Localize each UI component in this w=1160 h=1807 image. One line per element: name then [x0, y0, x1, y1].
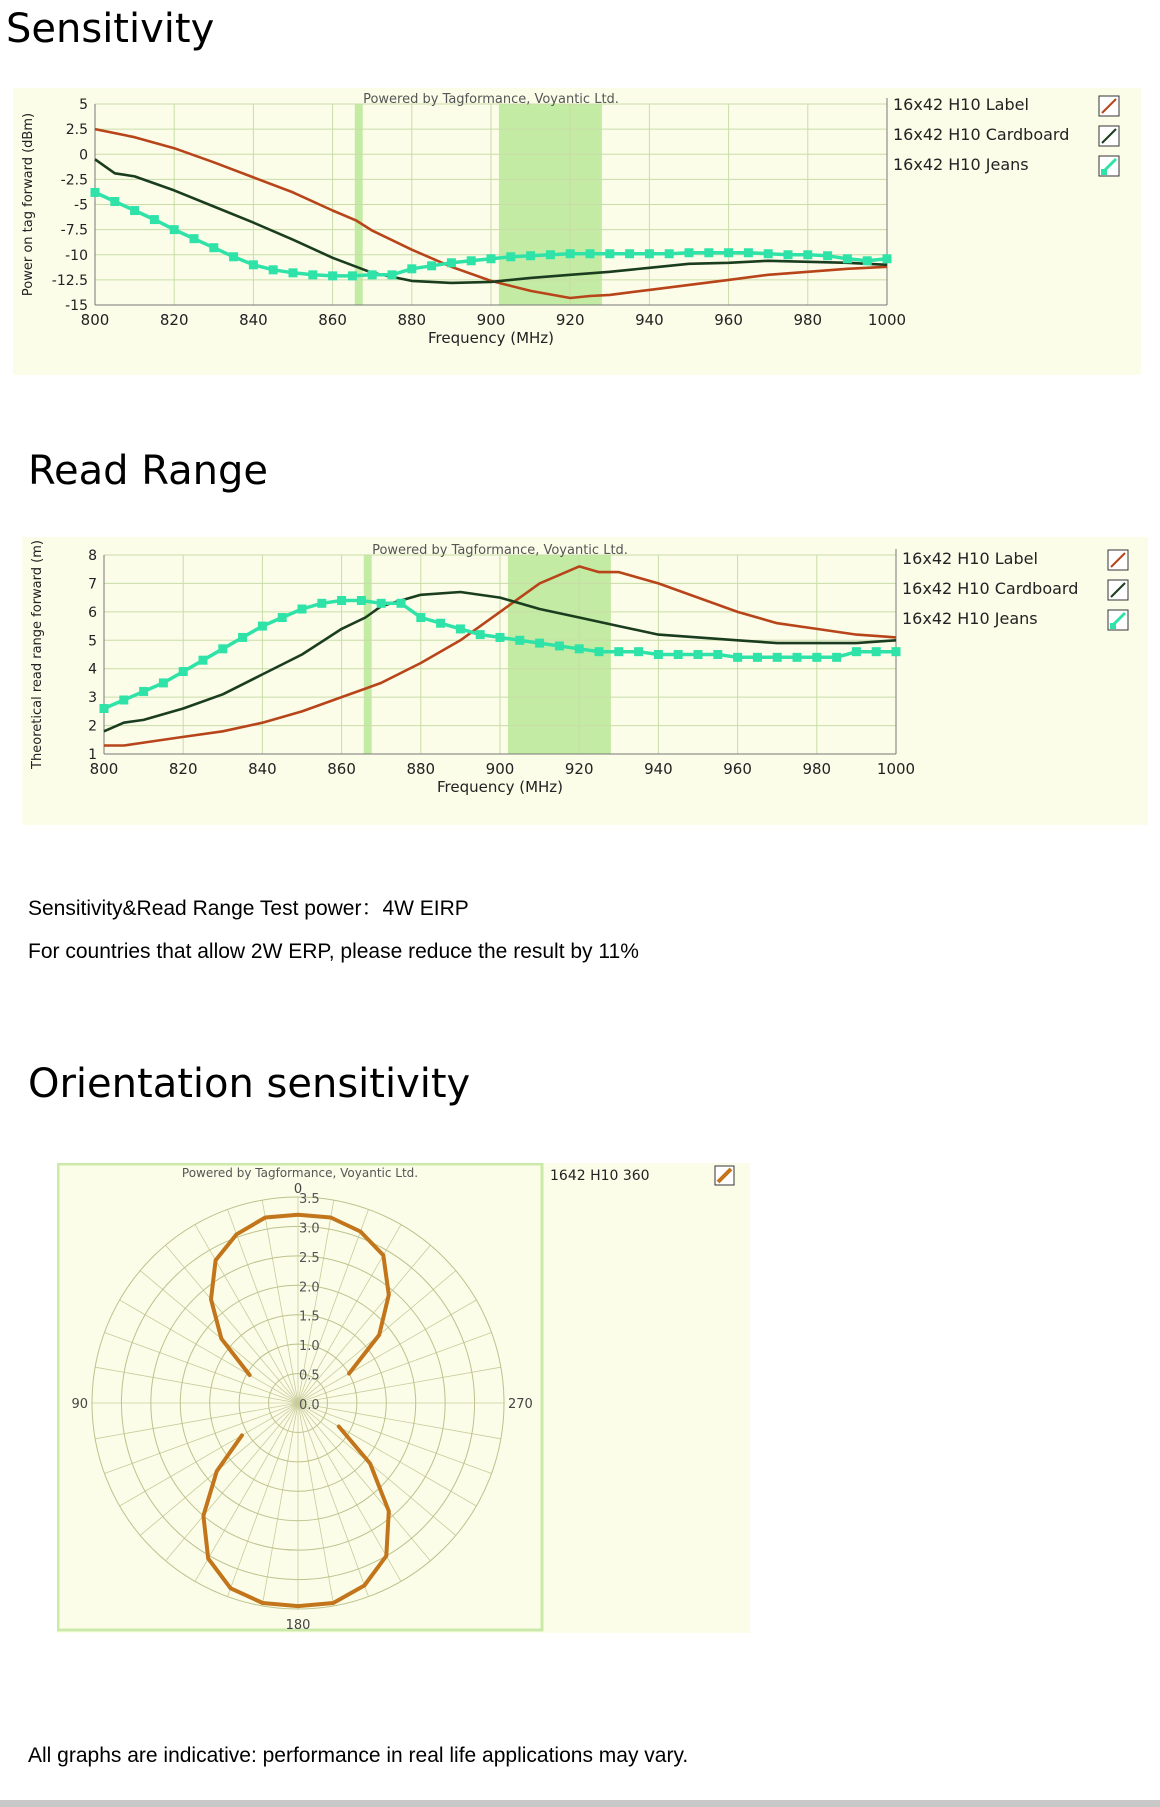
x-tick-label: 840 — [248, 760, 277, 778]
x-tick-label: 800 — [80, 311, 110, 329]
radial-tick-label: 0.5 — [299, 1368, 320, 1384]
y-axis-label: Power on tag forward (dBm) — [21, 112, 36, 297]
polar-spoke — [298, 1403, 369, 1597]
data-point-jeans — [456, 624, 465, 633]
data-point-jeans — [258, 622, 267, 631]
polar-spoke — [104, 1333, 298, 1404]
data-point-jeans — [199, 656, 208, 665]
data-point-jeans — [784, 250, 793, 259]
radial-tick-label: 3.5 — [299, 1192, 320, 1207]
y-tick-label: 6 — [88, 604, 97, 621]
legend-label: 16x42 H10 Label — [902, 549, 1038, 568]
disclaimer-note: All graphs are indicative: performance in real life applications may vary. — [28, 1744, 689, 1767]
radial-tick-label: 2.5 — [299, 1250, 320, 1266]
data-point-jeans — [753, 653, 762, 662]
data-point-jeans — [634, 647, 643, 656]
y-tick-label: 2.5 — [65, 122, 88, 139]
data-point-jeans — [317, 599, 326, 608]
y-tick-label: 4 — [88, 661, 97, 678]
data-point-jeans — [357, 596, 366, 605]
sensitivity-heading: Sensitivity — [6, 6, 215, 52]
data-point-jeans — [377, 599, 386, 608]
data-point-jeans — [843, 254, 852, 263]
polar-spoke — [104, 1403, 298, 1474]
x-axis-label: Frequency (MHz) — [436, 778, 564, 796]
data-point-jeans — [625, 249, 634, 258]
data-point-jeans — [496, 633, 505, 642]
data-point-jeans — [278, 613, 287, 622]
legend-label: 16x42 H10 Cardboard — [893, 125, 1070, 144]
x-tick-label: 980 — [802, 760, 832, 778]
data-point-jeans — [773, 653, 782, 662]
polar-spoke — [228, 1209, 299, 1403]
data-point-jeans — [704, 248, 713, 257]
data-point-jeans — [91, 188, 100, 197]
data-point-jeans — [407, 264, 416, 273]
data-point-jeans — [229, 252, 238, 261]
radial-tick-label: 1.0 — [299, 1339, 320, 1355]
data-point-jeans — [575, 644, 584, 653]
legend-label: 16x42 H10 Jeans — [902, 609, 1038, 628]
read-range-heading: Read Range — [28, 448, 268, 494]
x-axis-label: Frequency (MHz) — [427, 329, 555, 347]
data-point-jeans — [476, 630, 485, 639]
data-point-jeans — [218, 644, 227, 653]
data-point-jeans — [209, 243, 218, 252]
y-tick-label: 2 — [88, 718, 97, 735]
data-point-jeans — [110, 197, 119, 206]
polar-spoke — [166, 1245, 298, 1403]
read-range-chart — [22, 537, 1148, 825]
read-range-chart-svg — [22, 537, 1148, 825]
sensitivity-chart-svg — [13, 88, 1141, 375]
data-point-jeans — [665, 249, 674, 258]
data-point-jeans — [447, 258, 456, 267]
legend-label: 16x42 H10 Label — [893, 95, 1029, 114]
data-point-jeans — [744, 248, 753, 257]
x-tick-label: 960 — [723, 760, 752, 778]
data-point-jeans — [100, 704, 109, 713]
legend-label: 16x42 H10 Cardboard — [902, 579, 1079, 598]
chart-watermark: Powered by Tagformance, Voyantic Ltd. — [372, 543, 628, 558]
data-point-jeans — [724, 248, 733, 257]
data-point-jeans — [298, 605, 307, 614]
polar-spoke — [166, 1403, 298, 1561]
data-point-jeans — [368, 270, 377, 279]
data-point-jeans — [150, 215, 159, 224]
data-point-jeans — [764, 249, 773, 258]
data-point-jeans — [526, 251, 535, 260]
data-point-jeans — [863, 256, 872, 265]
y-tick-label: 0 — [79, 147, 88, 164]
x-tick-label: 940 — [644, 760, 673, 778]
x-tick-label: 880 — [406, 760, 436, 778]
data-point-jeans — [614, 647, 623, 656]
data-point-jeans — [238, 633, 247, 642]
angle-label: 90 — [71, 1397, 88, 1412]
data-point-jeans — [535, 639, 544, 648]
y-tick-label: -2.5 — [60, 172, 88, 189]
x-tick-label: 820 — [159, 311, 189, 329]
data-point-jeans — [823, 251, 832, 260]
x-tick-label: 920 — [564, 760, 594, 778]
data-point-jeans — [190, 234, 199, 243]
legend-label: 1642 H10 360 — [550, 1168, 650, 1184]
data-point-jeans — [555, 641, 564, 650]
data-point-jeans — [515, 636, 524, 645]
data-point-jeans — [713, 650, 722, 659]
polar-spoke — [228, 1403, 299, 1597]
data-point-jeans — [139, 687, 148, 696]
chart-watermark: Powered by Tagformance, Voyantic Ltd. — [363, 92, 619, 107]
data-point-jeans — [812, 653, 821, 662]
polar-spoke — [298, 1333, 492, 1404]
x-tick-label: 980 — [793, 311, 823, 329]
chart-watermark: Powered by Tagformance, Voyantic Ltd. — [181, 1166, 419, 1180]
data-point-jeans — [119, 695, 128, 704]
data-point-jeans — [337, 596, 346, 605]
data-point-jeans — [694, 650, 703, 659]
angle-label: 0 — [293, 1182, 303, 1197]
x-tick-label: 1000 — [876, 760, 916, 778]
page-bottom-rule — [0, 1800, 1160, 1807]
x-tick-label: 840 — [239, 311, 268, 329]
y-tick-label: 1 — [88, 747, 97, 763]
y-tick-label: -15 — [65, 298, 88, 314]
data-point-jeans — [289, 268, 298, 277]
data-point-jeans — [506, 252, 515, 261]
x-tick-label: 900 — [476, 311, 506, 329]
data-point-jeans — [733, 653, 742, 662]
data-point-jeans — [159, 678, 168, 687]
data-point-jeans — [685, 248, 694, 257]
x-tick-label: 860 — [318, 311, 347, 329]
data-point-jeans — [832, 653, 841, 662]
data-point-jeans — [179, 667, 188, 676]
data-point-jeans — [467, 256, 476, 265]
x-tick-label: 860 — [327, 760, 356, 778]
data-point-jeans — [793, 653, 802, 662]
data-point-jeans — [892, 647, 901, 656]
data-point-jeans — [170, 225, 179, 234]
data-point-jeans — [308, 270, 317, 279]
data-point-jeans — [586, 249, 595, 258]
x-tick-label: 960 — [714, 311, 743, 329]
data-point-jeans — [674, 650, 683, 659]
data-point-jeans — [269, 265, 278, 274]
orientation-heading: Orientation sensitivity — [28, 1061, 471, 1107]
data-point-jeans — [416, 613, 425, 622]
y-tick-label: 8 — [88, 548, 97, 564]
data-point-jeans — [487, 254, 496, 263]
data-point-jeans — [328, 271, 337, 280]
data-point-jeans — [427, 261, 436, 270]
data-point-jeans — [546, 250, 555, 259]
data-point-jeans — [852, 647, 861, 656]
y-tick-label: -5 — [74, 197, 88, 214]
y-tick-label: -12.5 — [51, 272, 88, 289]
radial-tick-label: 0.0 — [299, 1398, 320, 1413]
data-point-jeans — [883, 254, 892, 263]
data-point-jeans — [645, 249, 654, 258]
erp-note: For countries that allow 2W ERP, please reduce the result by 11% — [28, 940, 639, 963]
polar-spoke — [298, 1403, 492, 1474]
frequency-band — [364, 555, 372, 754]
x-tick-label: 920 — [555, 311, 585, 329]
radial-tick-label: 3.0 — [299, 1221, 320, 1237]
test-power-note: Sensitivity&Read Range Test power：4W EIRP — [28, 897, 469, 920]
y-tick-label: 3 — [88, 690, 97, 707]
sensitivity-chart — [13, 88, 1141, 375]
data-point-jeans — [397, 599, 406, 608]
data-point-jeans — [872, 647, 881, 656]
data-point-jeans — [249, 260, 258, 269]
y-tick-label: 5 — [88, 633, 97, 650]
legend-swatch-marker — [1101, 169, 1107, 175]
data-point-jeans — [348, 271, 357, 280]
data-point-jeans — [595, 647, 604, 656]
data-point-jeans — [654, 650, 663, 659]
angle-label: 180 — [285, 1618, 311, 1633]
orientation-chart-svg — [57, 1163, 750, 1633]
y-tick-label: -10 — [65, 247, 88, 264]
y-tick-label: 7 — [88, 576, 97, 593]
x-tick-label: 1000 — [867, 311, 907, 329]
data-point-jeans — [436, 619, 445, 628]
x-tick-label: 800 — [89, 760, 119, 778]
y-axis-label: Theoretical read range forward (m) — [30, 540, 45, 769]
angle-label: 270 — [508, 1397, 533, 1412]
polar-spoke — [298, 1403, 456, 1535]
x-tick-label: 940 — [635, 311, 664, 329]
data-point-jeans — [130, 206, 139, 215]
data-point-jeans — [566, 249, 575, 258]
radial-tick-label: 1.5 — [299, 1309, 320, 1325]
legend-label: 16x42 H10 Jeans — [893, 155, 1029, 174]
radial-tick-label: 2.0 — [299, 1280, 320, 1296]
x-tick-label: 820 — [168, 760, 198, 778]
x-tick-label: 900 — [485, 760, 515, 778]
y-tick-label: -7.5 — [60, 222, 88, 239]
y-tick-label: 5 — [79, 97, 88, 113]
data-point-jeans — [388, 270, 397, 279]
legend-swatch-marker — [1110, 623, 1116, 629]
data-point-jeans — [605, 249, 614, 258]
orientation-chart — [57, 1163, 750, 1633]
data-point-jeans — [803, 250, 812, 259]
polar-spoke — [298, 1403, 430, 1561]
x-tick-label: 880 — [397, 311, 427, 329]
